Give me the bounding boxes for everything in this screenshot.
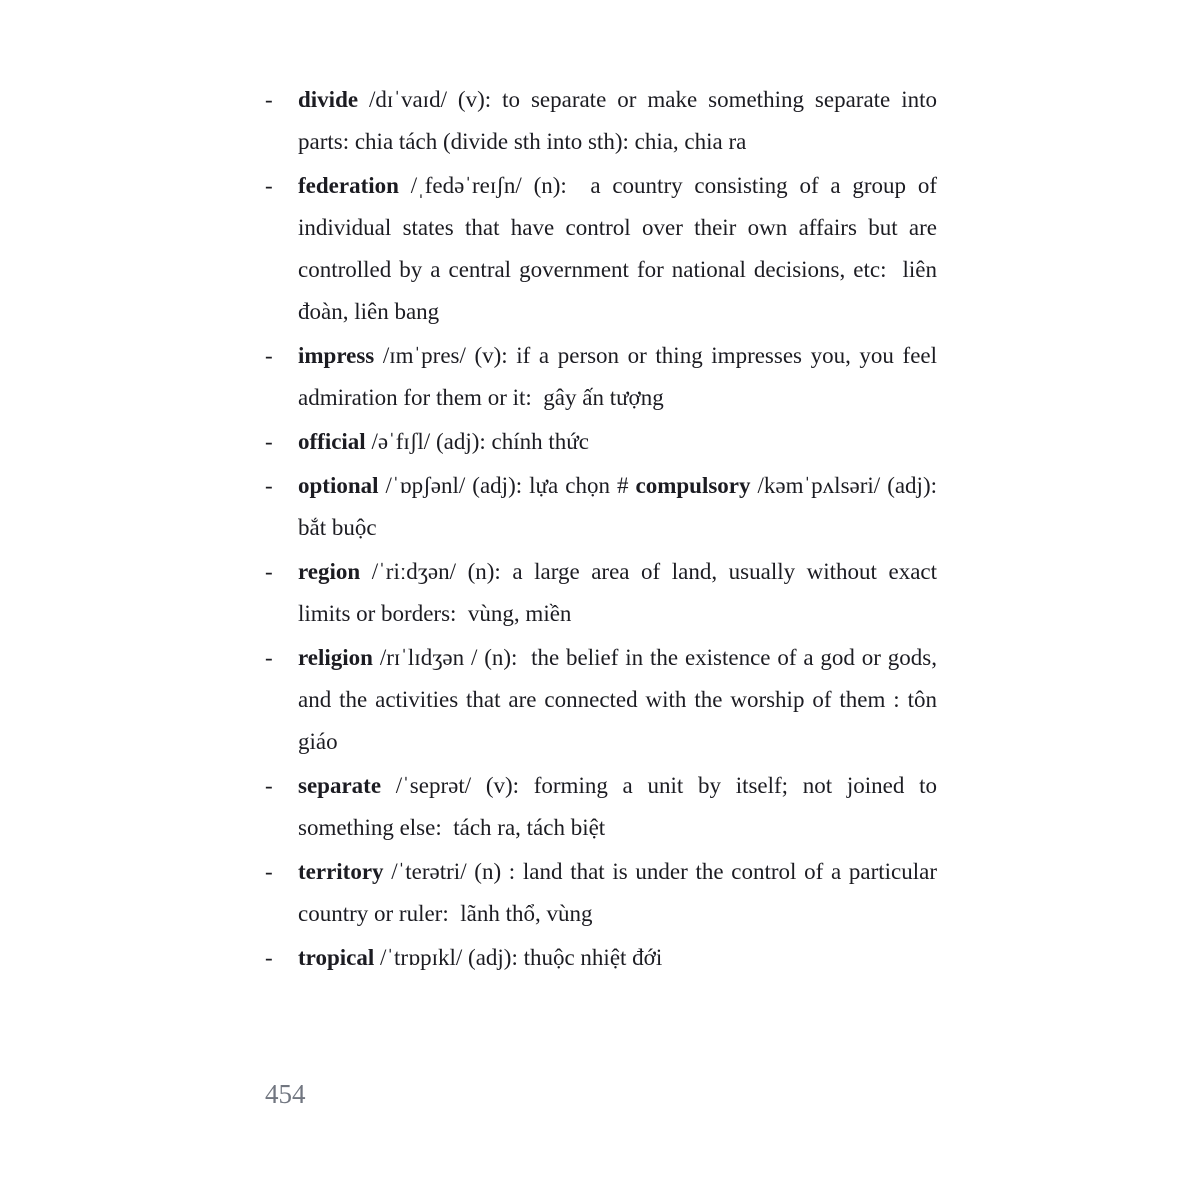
page-number: 454	[265, 1079, 306, 1109]
dash-bullet: -	[265, 559, 273, 584]
vocabulary-section	[265, 79, 943, 981]
entry-text: /ˈseprət/ (v): forming a unit by itself; not joined to something else: tách ra, tách biệt	[298, 773, 943, 840]
entry-word: official	[298, 429, 366, 454]
list-item	[265, 851, 943, 935]
list-item	[265, 937, 937, 979]
entry-text: /ˈtrɒpɪkl/ (adj): thuộc nhiệt đới	[374, 945, 663, 970]
entry-text: /ɪmˈpres/ (v): if a person or thing impresses you, you feel admiration for them or it: gây ấn tượng	[298, 343, 943, 410]
dash-bullet: -	[265, 473, 273, 498]
entry-word: compulsory	[635, 473, 751, 498]
list-item	[265, 421, 937, 463]
entry-text: /əˈfɪʃl/ (adj): chính thức	[365, 429, 589, 454]
entry-word: tropical	[298, 945, 375, 970]
entry-text: /ˈɒpʃənl/ (adj): lựa chọn #	[378, 473, 636, 498]
entry-text: /kəmˈpʌlsəri/ (adj): bắt buộc	[298, 473, 943, 540]
dash-bullet: -	[265, 343, 273, 368]
dash-bullet: -	[265, 429, 273, 454]
list-item	[265, 765, 943, 849]
entry-text: /dɪˈvaɪd/ (v): to separate or make something separate into parts: chia tách (divide sth into sth): chia, chia ra	[298, 87, 943, 154]
list-item	[265, 637, 943, 763]
dash-bullet: -	[265, 859, 273, 884]
entry-text: /ˌfedəˈreɪʃn/ (n): a country consisting of a group of individual states that have control over their own affairs but are controlled by a central government for national decisions, etc: liên đoàn, liên bang	[298, 173, 943, 324]
dash-bullet: -	[265, 773, 273, 798]
dash-bullet: -	[265, 173, 273, 198]
entry-text: /ˈriːdʒən/ (n): a large area of land, usually without exact limits or borders: vùng, miền	[298, 559, 943, 626]
entry-word: impress	[298, 343, 375, 368]
entry-word: divide	[298, 87, 359, 112]
list-item	[265, 465, 943, 549]
list-item	[265, 551, 943, 635]
dash-bullet: -	[265, 945, 273, 970]
entry-word: optional	[298, 473, 379, 498]
entry-word: region	[298, 559, 361, 584]
vocabulary-list	[265, 79, 943, 979]
entry-word: religion	[298, 645, 373, 670]
dash-bullet: -	[265, 87, 273, 112]
list-item	[265, 165, 943, 333]
entry-word: separate	[298, 773, 382, 798]
entry-text: /rɪˈlɪdʒən / (n): the belief in the existence of a god or gods, and the activities that are connected with the worship of them : tôn giáo	[298, 645, 943, 754]
list-item	[265, 335, 943, 419]
dash-bullet: -	[265, 645, 273, 670]
entry-word: territory	[298, 859, 384, 884]
entry-text: /ˈterətri/ (n) : land that is under the control of a particular country or ruler: lãnh thổ, vùng	[298, 859, 943, 926]
entry-word: federation	[298, 173, 399, 198]
list-item	[265, 79, 943, 163]
